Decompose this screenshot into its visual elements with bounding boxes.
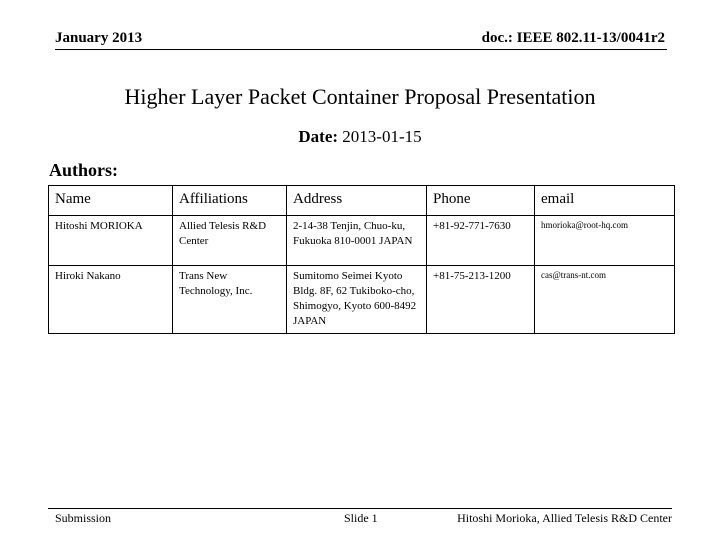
- author-email: cas@trans-nt.com: [535, 266, 675, 334]
- header-rule: [55, 49, 667, 50]
- slide-title: Higher Layer Packet Container Proposal Presentation: [124, 84, 596, 109]
- author-affiliation: Trans New Technology, Inc.: [173, 266, 287, 334]
- author-phone: +81-75-213-1200: [427, 266, 535, 334]
- author-name: Hiroki Nakano: [49, 266, 173, 334]
- header-affiliations: Affiliations: [173, 186, 287, 216]
- header-address: Address: [287, 186, 427, 216]
- author-affiliation: Allied Telesis R&D Center: [173, 216, 287, 266]
- footer-author: Hitoshi Morioka, Allied Telesis R&D Center: [457, 511, 672, 525]
- footer-submission: Submission: [55, 511, 112, 525]
- header-doc-id: doc.: IEEE 802.11-13/0041r2: [481, 30, 665, 46]
- date-label: Date:: [298, 127, 339, 146]
- authors-label: Authors:: [49, 160, 119, 180]
- table-row: [49, 266, 675, 334]
- header-date: January 2013: [55, 30, 143, 46]
- header-name: Name: [49, 186, 173, 216]
- header-phone: Phone: [427, 186, 535, 216]
- footer-rule: [48, 508, 672, 509]
- author-address: Sumitomo Seimei Kyoto Bldg. 8F, 62 Tukiboko-cho, Shimogyo, Kyoto 600-8492 JAPAN: [287, 266, 427, 334]
- date-line: [0, 127, 720, 147]
- author-address: 2-14-38 Tenjin, Chuo-ku, Fukuoka 810-0001 JAPAN: [287, 216, 427, 266]
- table-header-row: [49, 186, 675, 216]
- author-phone: +81-92-771-7630: [427, 216, 535, 266]
- author-name: Hitoshi MORIOKA: [49, 216, 173, 266]
- table-row: [49, 216, 675, 266]
- footer-slide-number: Slide 1: [344, 511, 378, 525]
- date-value: 2013-01-15: [342, 127, 422, 146]
- author-email: hmorioka@root-hq.com: [535, 216, 675, 266]
- header-email: email: [535, 186, 675, 216]
- authors-table: [48, 185, 675, 334]
